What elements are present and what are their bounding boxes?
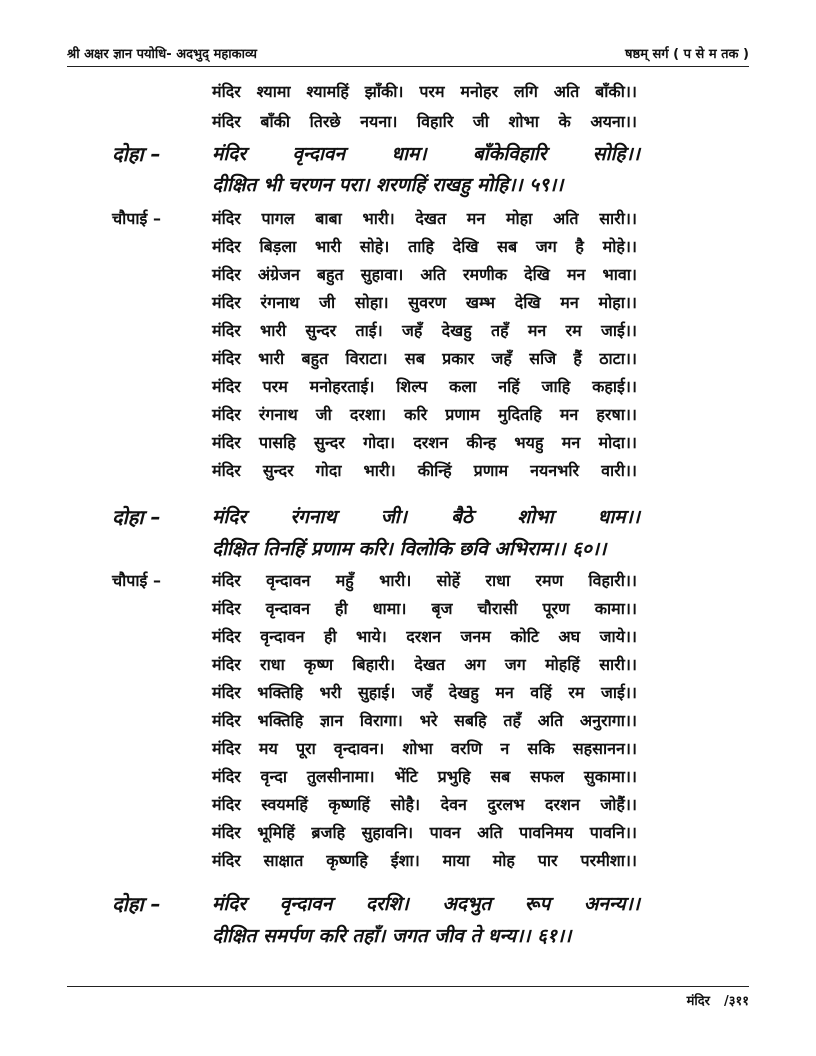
verse-line: मंदिर श्यामा श्यामहिं झाँकी। परम मनोहर लगि अति बाँकी।। xyxy=(212,82,637,101)
verse-line: मंदिर राधा कृष्ण बिहारी। देखत अग जग मोहहिं सारी।। xyxy=(212,655,637,674)
verse-line: मंदिर रंगनाथ जी सोहा। सुवरण खम्भ देखि मन मोहा।। xyxy=(212,293,637,312)
doha-line: मंदिर वृन्दावन दरशि। अदभुत रूप अनन्य।। xyxy=(212,893,640,915)
page-header xyxy=(67,40,749,66)
verse-line: मंदिर पागल बाबा भारी। देखत मन मोहा अति सारी।। xyxy=(212,209,637,228)
verse-line: मंदिर भारी सुन्दर ताई। जहँ देखहु तहँ मन रम जाई।। xyxy=(212,321,637,340)
verse-line: मंदिर भक्तिहि भरी सुहाई। जहँ देखहु मन वहिं रम जाई।। xyxy=(212,683,637,702)
doha-label: दोहा – xyxy=(112,142,161,166)
doha-line: दीक्षित तिनहिं प्रणाम करि। विलोकि छवि अभिराम।। ६०।। xyxy=(212,538,607,560)
verse-line: मंदिर स्वयमहिं कृष्णहिं सोहै। देवन दुरलभ दरशन जोहैं।। xyxy=(212,795,637,814)
verse-line: मंदिर रंगनाथ जी दरशा। करि प्रणाम मुदितहि मन हरषा।। xyxy=(212,405,637,424)
page-number: /३११ xyxy=(723,994,749,1009)
verse-line: मंदिर वृन्दावन महुँ भारी। सोहें राधा रमण विहारी।। xyxy=(212,571,637,590)
doha-label: दोहा – xyxy=(112,892,161,916)
verse-line: मंदिर बाँकी तिरछे नयना। विहारि जी शोभा के अयना।। xyxy=(212,112,637,131)
chaupai-label: चौपाई – xyxy=(112,571,161,590)
verse-line: मंदिर मय पूरा वृन्दावन। शोभा वरणि न सकि सहसानन।। xyxy=(212,739,637,758)
verse-line: मंदिर भक्तिहि ज्ञान विरागा। भरे सबहि तहँ अति अनुरागा।। xyxy=(212,711,637,730)
verse-line: मंदिर वृन्दावन ही भाये। दरशन जनम कोटि अघ जाये।। xyxy=(212,627,637,646)
verse-line: मंदिर सुन्दर गोदा भारी। कीन्हिं प्रणाम नयनभरि वारी।। xyxy=(212,461,637,480)
footer-rule xyxy=(67,986,749,987)
doha-line: मंदिर वृन्दावन धाम। बाँकेविहारि सोहि।। xyxy=(212,143,640,165)
footer-title: मंदिर xyxy=(686,994,710,1009)
doha-line: मंदिर रंगनाथ जी। बैठे शोभा धाम।। xyxy=(212,506,640,528)
header-rule xyxy=(67,66,749,67)
doha-line: दीक्षित समर्पण करि तहाँ। जगत जीव ते धन्य।। ६१।। xyxy=(212,925,572,947)
verse-line: मंदिर भारी बहुत विराटा। सब प्रकार जहँ सजि हैं ठाटा।। xyxy=(212,349,637,368)
verse-line: मंदिर वृन्दा तुलसीनामा। भेंटि प्रभुहि सब सफल सुकामा।। xyxy=(212,767,637,786)
chaupai-label: चौपाई – xyxy=(112,209,161,228)
book-title: श्री अक्षर ज्ञान पयोधि- अदभुद् महाकाव्य xyxy=(67,47,257,62)
verse-line: मंदिर भूमिहिं ब्रजहि सुहावनि। पावन अति पावनिमय पावनि।। xyxy=(212,823,637,842)
page-footer xyxy=(687,991,749,1009)
doha-label: दोहा – xyxy=(112,505,161,529)
verse-line: मंदिर परम मनोहरताई। शिल्प कला नहिं जाहि कहाई।। xyxy=(212,377,637,396)
chapter-title: षष्ठम् सर्ग ( प से म तक ) xyxy=(625,47,749,62)
verse-line: मंदिर वृन्दावन ही धामा। बृज चौरासी पूरण कामा।। xyxy=(212,599,637,618)
doha-line: दीक्षित भी चरणन परा। शरणहिं राखहु मोहि।। ५९।। xyxy=(212,174,564,196)
verse-line: मंदिर अंग्रेजन बहुत सुहावा। अति रमणीक देखि मन भावा। xyxy=(212,265,637,284)
verse-line: मंदिर साक्षात कृष्णहि ईशा। माया मोह पार परमीशा।। xyxy=(212,851,637,870)
verse-line: मंदिर बिड़ला भारी सोहे। ताहि देखि सब जग है मोहे।। xyxy=(212,237,637,256)
verse-line: मंदिर पासहि सुन्दर गोदा। दरशन कीन्ह भयहु मन मोदा।। xyxy=(212,433,637,452)
